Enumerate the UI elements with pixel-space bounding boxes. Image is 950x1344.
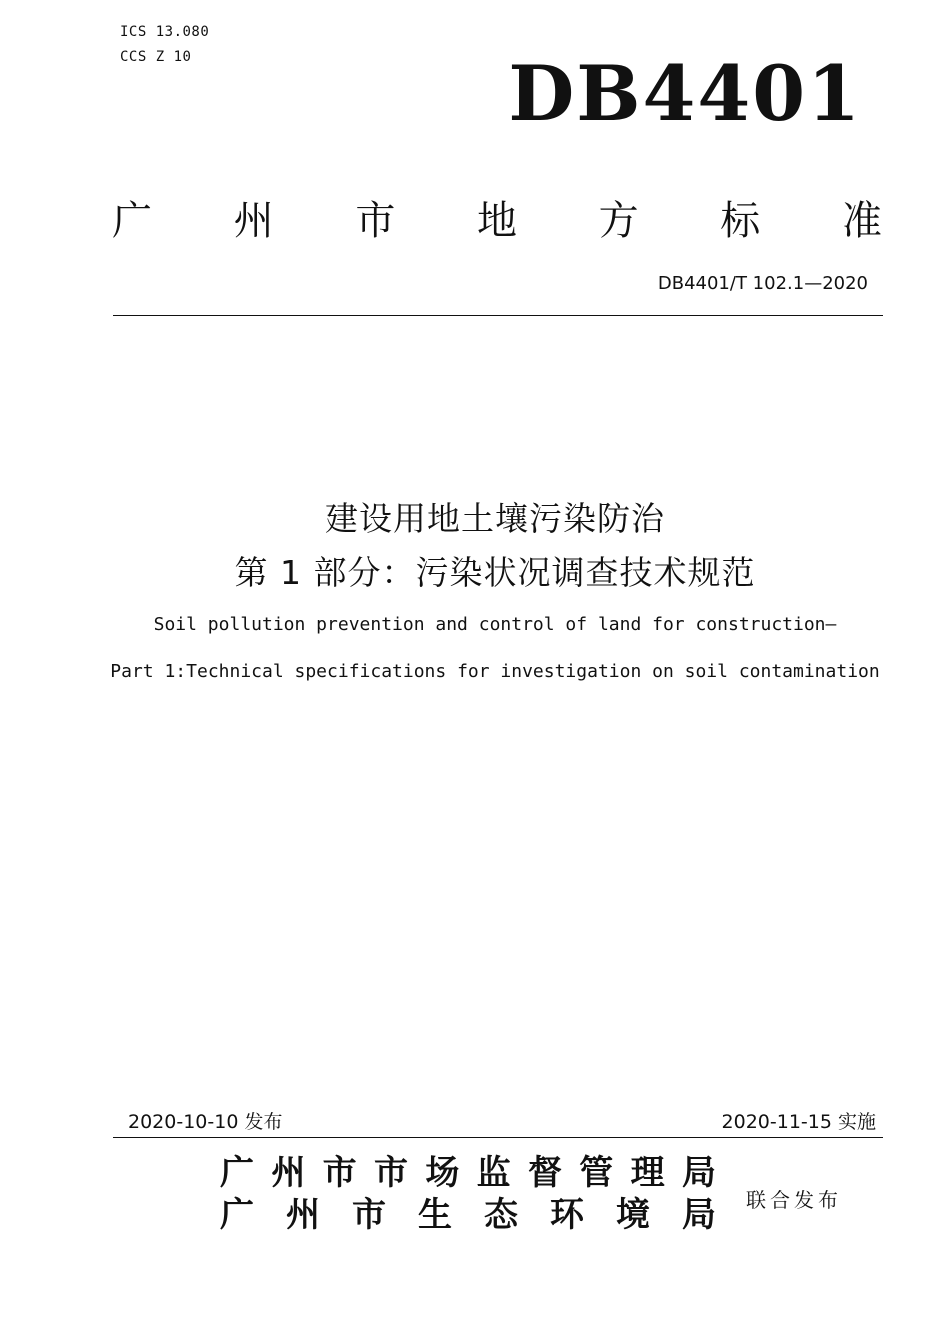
issuer-char: 局 — [681, 1153, 716, 1193]
ics-code: ICS 13.080 — [120, 24, 210, 40]
title-cn-line2: 第 1 部分：污染状况调查技术规范 — [234, 553, 756, 592]
issuer-char: 管 — [579, 1153, 614, 1193]
standard-type-char: 州 — [233, 198, 274, 244]
ccs-code: CCS Z 10 — [120, 49, 192, 65]
standard-type-char: 方 — [598, 198, 639, 244]
issuer-char: 督 — [527, 1153, 562, 1193]
issuer-char: 监 — [476, 1153, 511, 1193]
issuer-char: 局 — [682, 1195, 716, 1235]
issuer-char: 境 — [616, 1195, 650, 1235]
issuer-char: 态 — [484, 1195, 518, 1235]
standard-type-char: 市 — [355, 198, 396, 244]
issuer-char: 环 — [550, 1195, 584, 1235]
title-en-line1: Soil pollution prevention and control of land for construction— — [153, 614, 837, 635]
issuer-char: 市 — [373, 1153, 408, 1193]
title-cn-line1: 建设用地土壤污染防治 — [325, 499, 665, 538]
standard-type-char: 地 — [476, 198, 517, 244]
standard-type — [112, 196, 882, 246]
issuer-char: 州 — [271, 1153, 306, 1193]
issuer-char: 生 — [418, 1195, 452, 1235]
issuer-char: 广 — [220, 1153, 254, 1193]
issuer-market-bureau — [220, 1153, 716, 1193]
standard-code: DB4401/T 102.1—2020 — [657, 273, 868, 294]
joint-release-label: 联合发布 — [746, 1188, 842, 1212]
issuer-environment-bureau — [220, 1195, 716, 1235]
issuer-char: 广 — [220, 1195, 254, 1235]
issue-date: 2020-10-10 发布 — [128, 1111, 283, 1133]
issuer-char: 州 — [286, 1195, 320, 1235]
title-en-line2: Part 1:Technical specifications for investigation on soil contamination — [110, 661, 880, 682]
standard-type-char: 标 — [720, 198, 761, 244]
issuer-char: 场 — [425, 1153, 460, 1193]
standard-type-char: 广 — [112, 198, 152, 244]
standard-type-char: 准 — [841, 198, 882, 244]
issuer-char: 理 — [630, 1153, 665, 1193]
bottom-divider — [113, 1137, 883, 1138]
issuer-char: 市 — [352, 1195, 386, 1235]
issuer-char: 市 — [322, 1153, 357, 1193]
implementation-date: 2020-11-15 实施 — [721, 1111, 876, 1133]
standard-mark: DB4401 — [508, 49, 862, 138]
top-divider — [113, 315, 883, 316]
